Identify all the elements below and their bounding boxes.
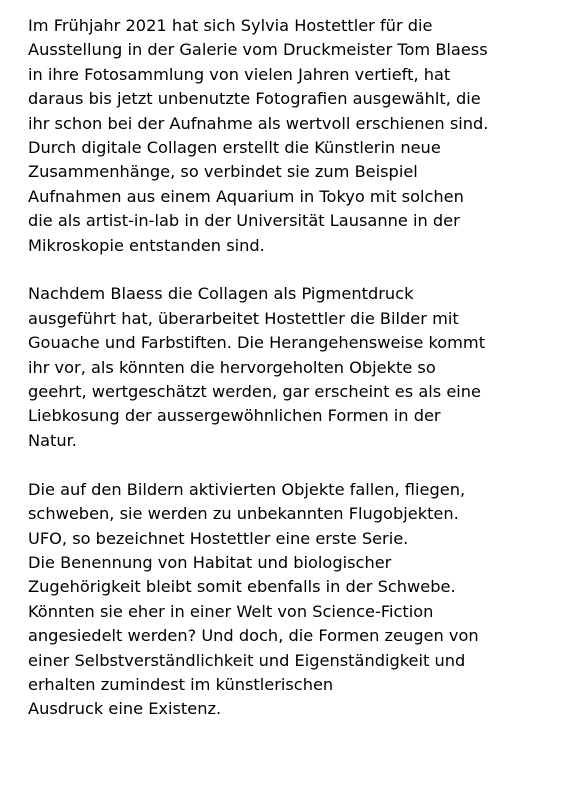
- text-line: erhalten zumindest im künstlerischen: [28, 674, 334, 694]
- paragraph-1: [28, 14, 556, 258]
- text-line: schweben, sie werden zu unbekannten Flugobjekten.: [28, 504, 459, 524]
- text-line: Mikroskopie entstanden sind.: [28, 235, 265, 255]
- text-line: Die auf den Bildern aktivierten Objekte fallen, fliegen,: [28, 479, 466, 499]
- text-line: ihr schon bei der Aufnahme als wertvoll erschienen sind.: [28, 113, 489, 133]
- text-line: Gouache und Farbstiften. Die Herangehensweise kommt: [28, 333, 486, 353]
- text-line: Ausdruck eine Existenz.: [28, 699, 222, 719]
- paragraph-2: [28, 282, 556, 453]
- text-line: Im Frühjahr 2021 hat sich Sylvia Hostettler für die: [28, 16, 433, 35]
- text-line: Durch digitale Collagen erstellt die Künstlerin neue: [28, 138, 441, 158]
- text-line: Natur.: [28, 430, 77, 450]
- text-line: Aufnahmen aus einem Aquarium in Tokyo mit solchen: [28, 186, 464, 206]
- text-line: die als artist-in-lab in der Universität Lausanne in der: [28, 211, 460, 231]
- text-line: Nachdem Blaess die Collagen als Pigmentdruck: [28, 284, 414, 304]
- text-line: in ihre Fotosammlung von vielen Jahren vertieft, hat: [28, 64, 451, 84]
- body-text: [28, 14, 556, 746]
- text-line: ihr vor, als könnten die hervorgeholten Objekte so: [28, 357, 436, 377]
- text-line: daraus bis jetzt unbenutzte Fotografien ausgewählt, die: [28, 89, 481, 109]
- text-line: einer Selbstverständlichkeit und Eigenständigkeit und: [28, 650, 466, 670]
- text-line: Zusammenhänge, so verbindet sie zum Beispiel: [28, 162, 418, 182]
- text-line: Liebkosung der aussergewöhnlichen Formen in der: [28, 406, 441, 426]
- text-line: Könnten sie eher in einer Welt von Science-Fiction: [28, 601, 434, 621]
- text-line: angesiedelt werden? Und doch, die Formen zeugen von: [28, 626, 479, 646]
- text-line: Zugehörigkeit bleibt somit ebenfalls in der Schwebe.: [28, 577, 456, 597]
- text-line: geehrt, wertgeschätzt werden, gar erscheint es als eine: [28, 382, 482, 402]
- text-line: Ausstellung in der Galerie vom Druckmeister Tom Blaess: [28, 40, 488, 60]
- paragraph-3: [28, 478, 556, 722]
- text-line: UFO, so bezeichnet Hostettler eine erste Serie.: [28, 528, 409, 548]
- text-line: ausgeführt hat, überarbeitet Hostettler die Bilder mit: [28, 308, 459, 328]
- text-line: Die Benennung von Habitat und biologischer: [28, 552, 392, 572]
